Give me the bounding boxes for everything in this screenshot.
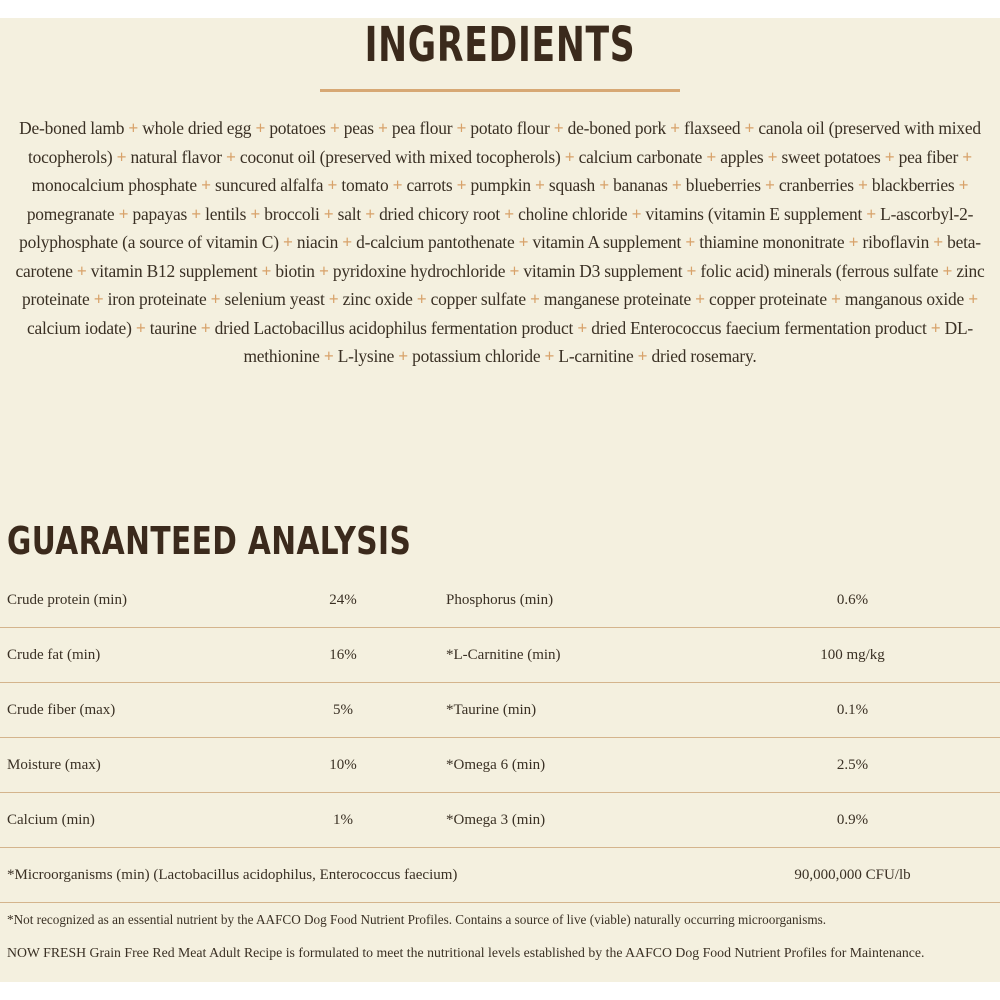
plus-separator-icon: + xyxy=(530,289,540,309)
ingredient-item: folic acid) minerals (ferrous sulfate xyxy=(700,260,939,281)
plus-separator-icon: + xyxy=(456,118,467,138)
plus-separator-icon: + xyxy=(328,289,339,309)
plus-separator-icon: + xyxy=(518,232,529,252)
plus-separator-icon: + xyxy=(329,118,340,138)
ingredient-item: bananas xyxy=(613,175,668,195)
plus-separator-icon: + xyxy=(858,175,868,195)
ingredient-item: riboflavin xyxy=(862,232,930,252)
analysis-title: GUARANTEED ANALYSIS xyxy=(7,519,412,563)
plus-separator-icon: + xyxy=(744,118,755,138)
ingredient-item: vitamin D3 supplement xyxy=(523,260,683,281)
plus-separator-icon: + xyxy=(504,203,514,224)
plus-separator-icon: + xyxy=(327,175,338,195)
plus-separator-icon: + xyxy=(930,317,941,338)
ingredient-item: pyridoxine hydrochloride xyxy=(332,260,506,281)
ingredient-item: potatoes xyxy=(269,118,326,138)
plus-separator-icon: + xyxy=(933,232,943,252)
plus-separator-icon: + xyxy=(685,232,696,252)
plus-separator-icon: + xyxy=(255,118,266,138)
plus-separator-icon: + xyxy=(342,232,353,252)
nutrient-name: Crude fat (min) xyxy=(7,647,101,663)
ingredient-item: niacin xyxy=(296,232,339,252)
nutrient-value: 2.5% xyxy=(836,757,869,773)
ingredients-title: INGREDIENTS xyxy=(364,17,636,73)
ingredient-item: taurine xyxy=(149,317,197,338)
footnote: *Not recognized as an essential nutrient by the AAFCO Dog Food Nutrient Profiles. Contains a source of live (viable) naturally occurring microorganisms. xyxy=(7,912,827,927)
ingredient-item: zinc oxide xyxy=(342,289,413,309)
analysis-table xyxy=(0,573,1000,903)
nutrient-value: 10% xyxy=(329,757,357,773)
plus-separator-icon: + xyxy=(118,203,129,224)
plus-separator-icon: + xyxy=(250,203,261,224)
nutrient-name: *L-Carnitine (min) xyxy=(446,647,561,663)
plus-separator-icon: + xyxy=(201,175,211,195)
ingredient-item: broccoli xyxy=(264,203,320,224)
plus-separator-icon: + xyxy=(968,289,978,309)
plus-separator-icon: + xyxy=(398,346,408,366)
ingredient-item: lentils xyxy=(205,203,247,224)
ingredient-item: choline chloride xyxy=(518,203,628,224)
plus-separator-icon: + xyxy=(135,317,146,338)
table-row xyxy=(0,573,1000,628)
plus-separator-icon: + xyxy=(93,289,104,309)
ingredient-item: L-lysine xyxy=(337,346,395,366)
table-row xyxy=(0,683,1000,738)
nutrient-name: Phosphorus (min) xyxy=(446,592,554,608)
plus-separator-icon: + xyxy=(958,175,969,195)
ingredient-item: pumpkin xyxy=(470,175,531,195)
ingredient-item: potato flour xyxy=(470,118,550,138)
ingredient-item: dried Lactobacillus acidophilus fermentation product xyxy=(214,317,574,338)
ingredient-item: monocalcium phosphate xyxy=(31,175,197,195)
plus-separator-icon: + xyxy=(631,203,642,224)
plus-separator-icon: + xyxy=(599,175,609,195)
nutrient-name: *Taurine (min) xyxy=(446,702,537,718)
plus-separator-icon: + xyxy=(706,146,717,167)
plus-separator-icon: + xyxy=(848,232,859,252)
ingredient-item: copper sulfate xyxy=(430,289,526,309)
ingredient-item: pea fiber xyxy=(898,146,959,167)
ingredient-item: blackberries xyxy=(871,175,955,195)
plus-separator-icon: + xyxy=(866,203,876,224)
ingredient-item: copper proteinate xyxy=(709,289,827,309)
plus-separator-icon: + xyxy=(564,146,575,167)
ingredient-item: manganous oxide xyxy=(844,289,965,309)
table-row xyxy=(0,628,1000,683)
ingredient-item: iron proteinate xyxy=(107,289,207,309)
plus-separator-icon: + xyxy=(637,346,648,366)
table-row xyxy=(0,793,1000,848)
plus-separator-icon: + xyxy=(884,146,895,167)
plus-separator-icon: + xyxy=(670,118,680,138)
ingredients-list xyxy=(2,114,998,371)
plus-separator-icon: + xyxy=(535,175,545,195)
plus-separator-icon: + xyxy=(767,146,778,167)
ingredient-item: carrots xyxy=(406,175,453,195)
plus-separator-icon: + xyxy=(323,346,334,366)
ingredient-item: natural flavor xyxy=(130,146,222,167)
plus-separator-icon: + xyxy=(226,146,236,167)
plus-separator-icon: + xyxy=(544,346,555,366)
ingredient-item: L-ascorbyl-2-polyphosphate (a source of vitamin C) xyxy=(19,203,974,252)
nutrient-value: 0.6% xyxy=(836,592,869,608)
ingredient-item: apples xyxy=(720,146,764,167)
ingredient-item: beta-carotene xyxy=(15,232,981,281)
nutrient-name: *Omega 6 (min) xyxy=(446,757,546,773)
plus-separator-icon: + xyxy=(416,289,427,309)
plus-separator-icon: + xyxy=(962,146,973,167)
plus-separator-icon: + xyxy=(695,289,705,309)
title-divider xyxy=(320,89,680,92)
plus-separator-icon: + xyxy=(686,260,697,281)
ingredient-item: salt xyxy=(337,203,362,224)
table-row xyxy=(0,848,1000,903)
plus-separator-icon: + xyxy=(200,317,211,338)
ingredient-item: manganese proteinate xyxy=(543,289,692,309)
nutrient-value: 16% xyxy=(329,647,357,663)
ingredient-item: selenium yeast xyxy=(224,289,325,309)
ingredient-item: DL-methionine xyxy=(243,317,973,366)
plus-separator-icon: + xyxy=(128,118,139,138)
ingredient-item: tomato xyxy=(341,175,389,195)
nutrient-value: 24% xyxy=(329,592,357,608)
plus-separator-icon: + xyxy=(553,118,564,138)
nutrient-name: Crude protein (min) xyxy=(7,592,127,608)
plus-separator-icon: + xyxy=(764,175,775,195)
ingredient-item: suncured alfalfa xyxy=(214,175,324,195)
plus-separator-icon: + xyxy=(76,260,87,281)
ingredient-item: potassium chloride xyxy=(412,346,541,366)
ingredient-item: flaxseed xyxy=(684,118,741,138)
ingredient-item: d-calcium pantothenate xyxy=(356,232,515,252)
plus-separator-icon: + xyxy=(210,289,221,309)
ingredient-item: thiamine mononitrate xyxy=(699,232,845,252)
ingredient-item: de-boned pork xyxy=(567,118,666,138)
nutrient-name: Calcium (min) xyxy=(7,812,95,828)
aafco-statement: NOW FRESH Grain Free Red Meat Adult Recipe is formulated to meet the nutritional levels established by the AAFCO Dog Food Nutrient Profiles for Maintenance. xyxy=(7,945,925,960)
nutrient-value: 0.9% xyxy=(836,812,869,828)
ingredient-item: squash xyxy=(548,175,596,195)
ingredient-item: pomegranate xyxy=(26,203,115,224)
ingredient-item: calcium iodate) xyxy=(26,317,132,338)
nutrient-value: 100 mg/kg xyxy=(820,647,885,663)
plus-separator-icon: + xyxy=(191,203,201,224)
ingredient-item: cranberries xyxy=(778,175,854,195)
ingredient-item: papayas xyxy=(132,203,188,224)
plus-separator-icon: + xyxy=(261,260,272,281)
plus-separator-icon: + xyxy=(671,175,682,195)
ingredient-item: vitamin B12 supplement xyxy=(90,260,258,281)
ingredient-item: peas xyxy=(343,118,374,138)
ingredient-item: De-boned lamb xyxy=(19,118,125,138)
plus-separator-icon: + xyxy=(577,317,588,338)
nutrient-value: 1% xyxy=(333,812,353,828)
plus-separator-icon: + xyxy=(116,146,127,167)
ingredient-item: whole dried egg xyxy=(142,118,252,138)
ingredient-item: vitamins (vitamin E supplement xyxy=(645,203,863,224)
ingredient-item: dried chicory root xyxy=(379,203,501,224)
nutrient-name: *Omega 3 (min) xyxy=(446,812,546,828)
table-row xyxy=(0,738,1000,793)
ingredient-item: L-carnitine xyxy=(558,346,634,366)
plus-separator-icon: + xyxy=(365,203,375,224)
ingredient-item: dried rosemary. xyxy=(651,346,757,366)
nutrient-value: 90,000,000 CFU/lb xyxy=(794,867,911,883)
plus-separator-icon: + xyxy=(392,175,403,195)
ingredient-item: sweet potatoes xyxy=(781,146,881,167)
plus-separator-icon: + xyxy=(456,175,467,195)
plus-separator-icon: + xyxy=(323,203,334,224)
plus-separator-icon: + xyxy=(509,260,520,281)
plus-separator-icon: + xyxy=(282,232,293,252)
page xyxy=(0,18,1000,982)
plus-separator-icon: + xyxy=(318,260,329,281)
nutrient-name: Crude fiber (max) xyxy=(7,702,116,718)
ingredient-item: canola oil (preserved with mixed tocopherols) xyxy=(27,118,981,167)
ingredient-item: blueberries xyxy=(685,175,761,195)
nutrient-value: 0.1% xyxy=(836,702,869,718)
ingredient-item: coconut oil (preserved with mixed tocopherols) xyxy=(239,146,561,167)
plus-separator-icon: + xyxy=(831,289,841,309)
nutrient-value: 5% xyxy=(333,702,353,718)
nutrient-name: Moisture (max) xyxy=(7,757,101,773)
nutrient-name: *Microorganisms (min) (Lactobacillus acidophilus, Enterococcus faecium) xyxy=(7,867,458,883)
plus-separator-icon: + xyxy=(942,260,953,281)
ingredient-item: zinc proteinate xyxy=(22,260,985,309)
plus-separator-icon: + xyxy=(377,118,388,138)
ingredient-item: biotin xyxy=(275,260,315,281)
ingredient-item: calcium carbonate xyxy=(578,146,703,167)
ingredient-item: pea flour xyxy=(391,118,453,138)
ingredient-item: dried Enterococcus faecium fermentation product xyxy=(591,317,927,338)
ingredient-item: vitamin A supplement xyxy=(532,232,682,252)
